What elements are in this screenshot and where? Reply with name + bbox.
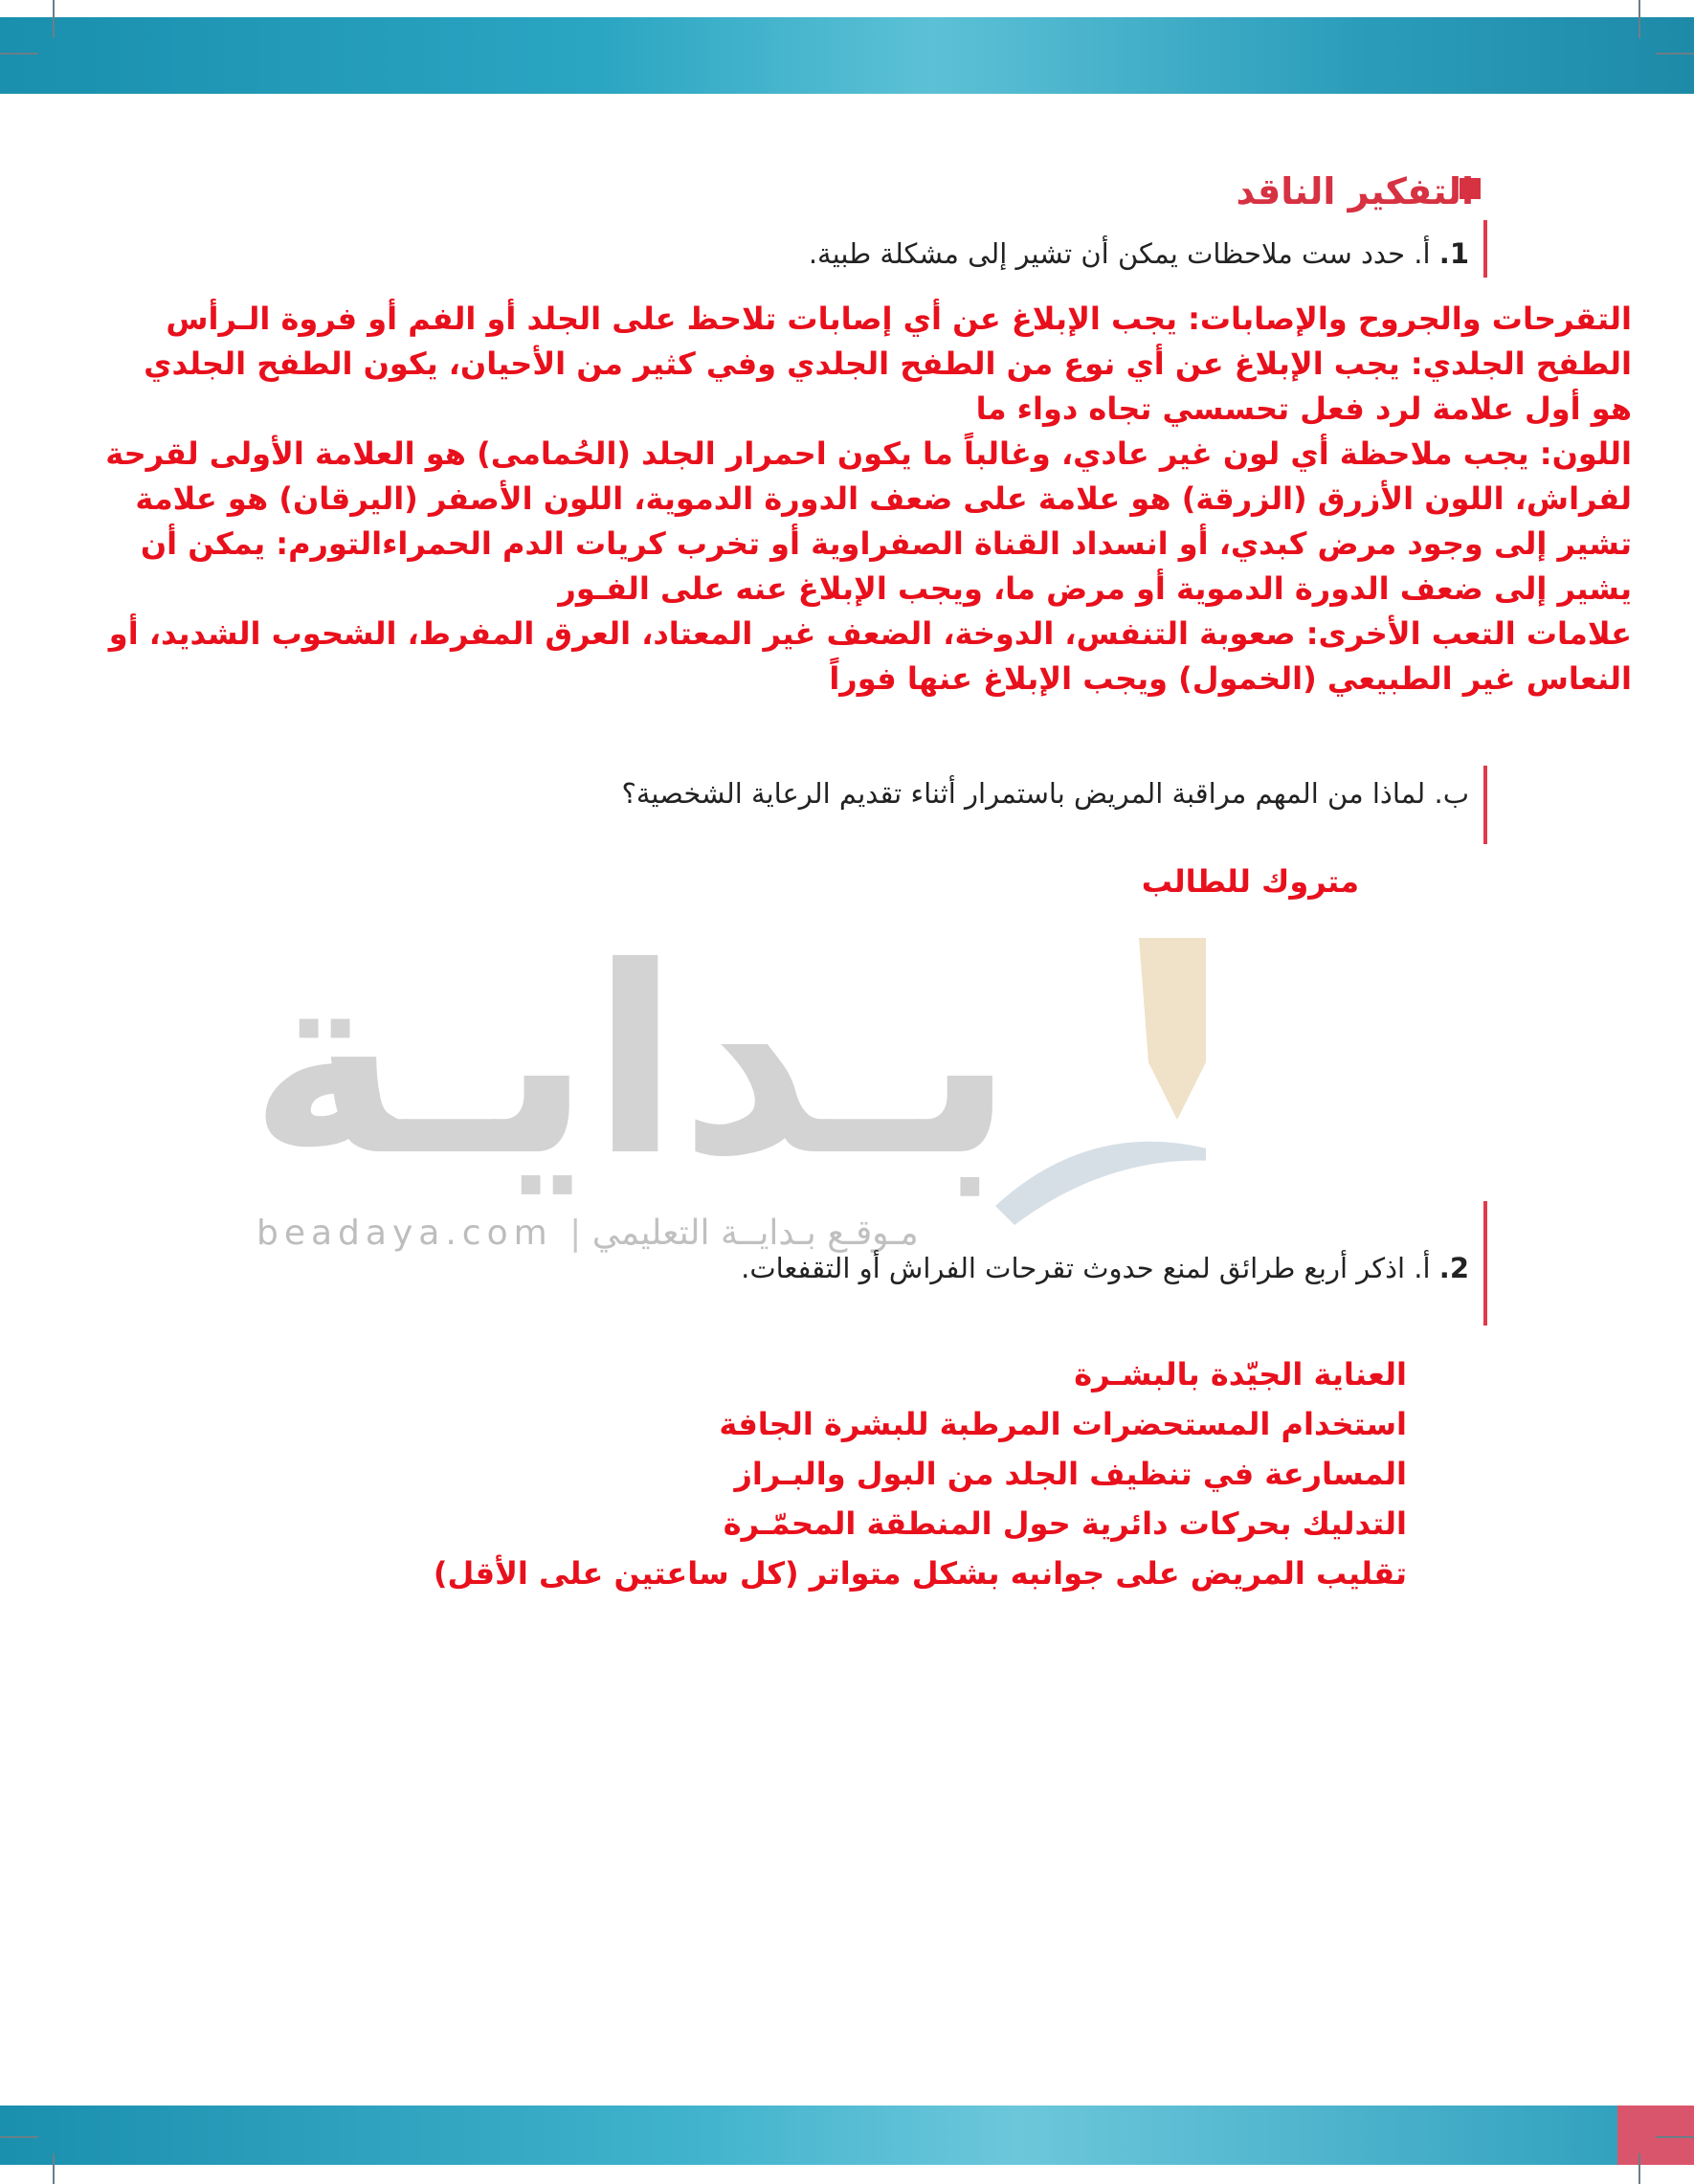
watermark-url: beadaya.com xyxy=(256,1214,553,1253)
question-text: أ. اذكر أربع طرائق لمنع حدوث تقرحات الفراش أو التقفعات. xyxy=(741,1252,1431,1284)
question-rule xyxy=(1483,766,1487,844)
pen-nib-icon xyxy=(1139,938,1206,1120)
answer-paragraph: اللون: يجب ملاحظة أي لون غير عادي، وغالباً ما يكون احمرار الجلد (الحُمامى) هو العلامة الأولى لقرحة لفراش، اللون الأزرق (الزرقة) هو علامة على ضعف الدورة الدموية، اللون الأصفر (اليرقان) هو علامة تشير إلى وجود مرض كبدي، أو انسداد القناة الصفراوية أو تخرب كريات الدم الحمراءالتورم: يمكن أن يشير إلى ضعف الدورة الدموية أو مرض ما، ويجب الإبلاغ عنه على الفـور xyxy=(105,435,1632,607)
answer-paragraph: التقرحات والجروح والإصابات: يجب الإبلاغ عن أي إصابات تلاحظ على الجلد أو الفم أو فروة الـرأس xyxy=(166,301,1632,337)
bottom-accent-block xyxy=(1617,2106,1694,2165)
question-2a xyxy=(512,1252,1469,1284)
answer-2-list xyxy=(354,1349,1407,1598)
list-item: التدليك بحركات دائرية حول المنطقة المحمّـرة xyxy=(723,1505,1407,1542)
list-item: العناية الجيّدة بالبشـرة xyxy=(1074,1356,1407,1393)
top-decorative-band xyxy=(0,17,1694,94)
crop-mark xyxy=(1638,0,1640,38)
crop-mark xyxy=(1656,2136,1694,2138)
question-1b: ب. لماذا من المهم مراقبة المريض باستمرار أثناء تقديم الرعاية الشخصية؟ xyxy=(621,777,1469,810)
list-item: استخدام المستحضرات المرطبة للبشرة الجافة xyxy=(719,1406,1407,1442)
question-text: أ. حدد ست ملاحظات يمكن أن تشير إلى مشكلة طبية. xyxy=(808,237,1431,270)
crop-mark xyxy=(0,53,38,55)
question-number: 2. xyxy=(1438,1252,1469,1284)
bottom-decorative-band xyxy=(0,2106,1694,2165)
question-rule xyxy=(1483,220,1487,278)
question-1a xyxy=(512,237,1469,270)
watermark-tagline: مـوقـع بـدايــة التعليمي xyxy=(591,1214,919,1253)
watermark-brand: بـدايـة xyxy=(249,911,1014,1213)
question-number: 1. xyxy=(1438,237,1469,270)
answer-paragraph: الطفح الجلدي: يجب الإبلاغ عن أي نوع من الطفح الجلدي وفي كثير من الأحيان، يكون الطفح الجلدي هو أول علامة لرد فعل تحسسي تجاه دواء ما xyxy=(144,345,1632,427)
answer-paragraph: علامات التعب الأخرى: صعوبة التنفس، الدوخة، الضعف غير المعتاد، العرق المفرط، الشحوب الشديد، أو النعاس غير الطبيعي (الخمول) ويجب الإبلاغ عنها فوراً xyxy=(108,615,1632,697)
list-item: المسارعة في تنظيف الجلد من البول والبـراز xyxy=(734,1456,1407,1492)
list-item: تقليب المريض على جوانبه بشكل متواتر (كل ساعتين على الأقل) xyxy=(433,1555,1407,1592)
crop-mark xyxy=(1656,53,1694,55)
answer-1b: متروك للطالب xyxy=(1141,863,1359,900)
watermark-site: beadaya.com | مـوقـع بـدايــة التعليمي xyxy=(256,1214,919,1253)
crop-mark xyxy=(1638,2153,1640,2184)
question-rule xyxy=(1483,1201,1487,1326)
answer-1 xyxy=(96,297,1632,702)
crop-mark xyxy=(53,0,55,38)
section-title: التفكير الناقد xyxy=(1236,170,1474,212)
crop-mark xyxy=(0,2136,38,2138)
crop-mark xyxy=(53,2153,55,2184)
